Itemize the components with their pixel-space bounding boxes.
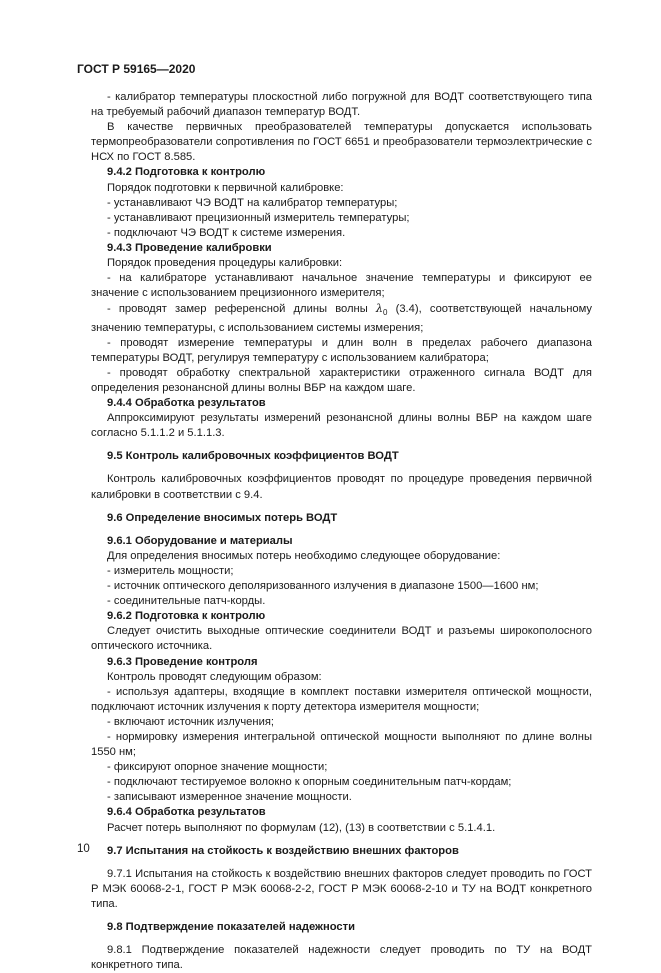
- list-item: - записывают измеренное значение мощности.: [107, 791, 352, 804]
- paragraph: - калибратор температуры плоскостной либо погружной для ВОДТ соответствующего типа на требуемый рабочий диапазон температур ВОДТ.: [91, 91, 592, 119]
- list-item: - включают источник излучения;: [107, 715, 274, 728]
- list-item: - нормировку измерения интегральной оптической мощности выполняют по длине волны 1550 нм;: [91, 730, 592, 759]
- list-item: - источник оптического деполяризованного излучения в диапазоне 1500—1600 нм;: [107, 580, 539, 593]
- list-item: - используя адаптеры, входящие в комплект поставки измерителя оптической мощности, подключают источник излучения к порту детектора измерителя мощности;: [91, 685, 592, 713]
- paragraph: Порядок подготовки к первичной калибровке:: [107, 181, 344, 194]
- section-heading: 9.5 Контроль калибровочных коэффициентов ВОДТ: [107, 450, 399, 463]
- list-item: - проводят обработку спектральной характеристики отраженного сигнала ВОДТ для определения резонансной длины волны ВБР на каждом шаге.: [91, 366, 592, 395]
- list-item: - на калибраторе устанавливают начальное значение температуры и фиксируют ее значение с использованием прецизионного измерителя;: [91, 272, 592, 300]
- subsection-heading: 9.6.4 Обработка результатов: [107, 806, 266, 819]
- list-item-text: - проводят замер референсной длины волны: [107, 303, 368, 316]
- paragraph: 9.7.1 Испытания на стойкость к воздействию внешних факторов следует проводить по ГОСТ Р МЭК 60068-2-1, ГОСТ Р МЭК 60068-2-2, ГОСТ Р МЭК 60068-2-10 и ТУ на ВОДТ конкретного типа.: [91, 867, 592, 910]
- list-item: - измеритель мощности;: [107, 564, 234, 577]
- paragraph: Порядок проведения процедуры калибровки:: [107, 257, 343, 270]
- paragraph: Расчет потерь выполняют по формулам (12), (13) в соответствии с 5.1.4.1.: [107, 821, 496, 834]
- lambda-symbol: λ: [375, 302, 383, 316]
- subsection-heading: 9.4.3 Проведение калибровки: [107, 241, 272, 254]
- paragraph: Контроль калибровочных коэффициентов проводят по процедуре проведения первичной калибровки в соответствии с 9.4.: [91, 473, 592, 501]
- section-heading: 9.7 Испытания на стойкость к воздействию внешних факторов: [107, 844, 459, 857]
- paragraph: Аппроксимируют результаты измерений резонансной длины волны ВБР на каждом шаге согласно 5.1.1.2 и 5.1.1.3.: [91, 412, 592, 440]
- lambda-subscript: 0: [382, 308, 388, 318]
- list-item: - проводят измерение температуры и длин волн в пределах рабочего диапазона температуры ВОДТ, регулируя температуру с использованием калибратора;: [91, 336, 592, 364]
- paragraph: Контроль проводят следующим образом:: [107, 670, 322, 683]
- list-item: - устанавливают прецизионный измеритель температуры;: [107, 211, 410, 224]
- subsection-heading: 9.6.2 Подготовка к контролю: [107, 610, 266, 623]
- list-item: [91, 301, 592, 335]
- paragraph: Для определения вносимых потерь необходимо следующее оборудование:: [107, 549, 501, 562]
- subsection-heading: 9.4.4 Обработка результатов: [107, 397, 266, 410]
- document-body: [91, 90, 592, 973]
- list-item-text: (3.4), соответствующей начальному значению температуры, с использованием системы измерения;: [91, 303, 593, 334]
- section-heading: 9.8 Подтверждение показателей надежности: [107, 921, 355, 934]
- page-number: 10: [77, 843, 90, 855]
- section-heading: 9.6 Определение вносимых потерь ВОДТ: [107, 511, 338, 524]
- list-item: - подключают тестируемое волокно к опорным соединительным патч-кордам;: [107, 776, 512, 789]
- list-item: - соединительные патч-корды.: [107, 595, 266, 608]
- document-header: ГОСТ Р 59165—2020: [77, 62, 196, 76]
- paragraph: 9.8.1 Подтверждение показателей надежности следует проводить по ТУ на ВОДТ конкретного типа.: [91, 944, 592, 972]
- paragraph: Следует очистить выходные оптические соединители ВОДТ и разъемы широкополосного оптического источника.: [91, 625, 592, 653]
- subsection-heading: 9.6.1 Оборудование и материалы: [107, 534, 293, 547]
- subsection-heading: 9.6.3 Проведение контроля: [107, 655, 258, 668]
- subsection-heading: 9.4.2 Подготовка к контролю: [107, 166, 266, 179]
- paragraph: В качестве первичных преобразователей температуры допускается использовать термопреобразователи сопротивления по ГОСТ 6651 и преобразователи термоэлектрические с НСХ по ГОСТ 8.585.: [91, 121, 592, 164]
- list-item: - подключают ЧЭ ВОДТ к системе измерения.: [107, 226, 346, 239]
- list-item: - устанавливают ЧЭ ВОДТ на калибратор температуры;: [107, 196, 398, 209]
- list-item: - фиксируют опорное значение мощности;: [107, 761, 328, 774]
